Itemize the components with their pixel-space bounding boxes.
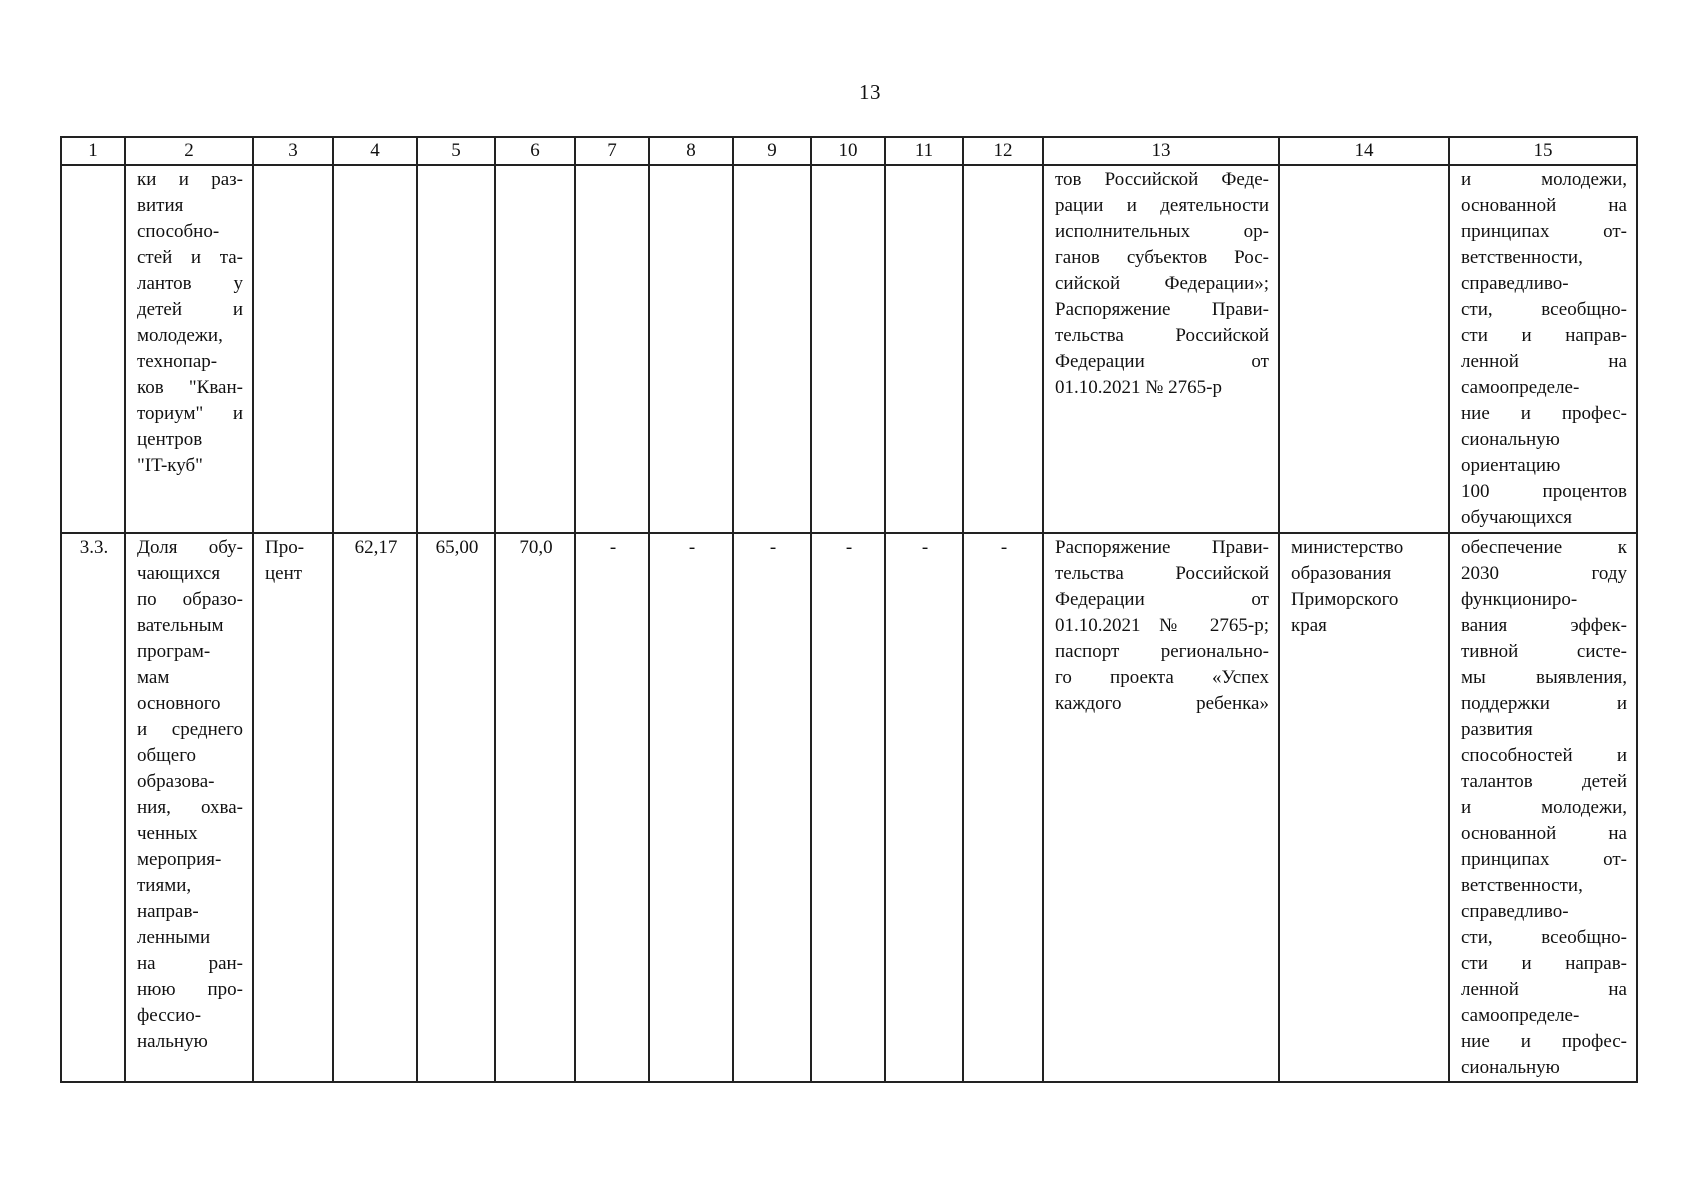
text-line: края — [1291, 615, 1327, 636]
text-line: развития — [1461, 719, 1533, 740]
text-line: технопар- — [137, 351, 218, 372]
table-row-3-3 — [61, 533, 1637, 1082]
text-line: 2030 году — [1461, 563, 1627, 584]
cell-3-3-responsible — [1279, 533, 1449, 1082]
cell-c-6 — [495, 165, 575, 533]
column-header-2: 2 — [125, 137, 253, 165]
text-line: го проекта «Успех — [1055, 667, 1269, 688]
text-line: каждого ребенка» — [1055, 693, 1269, 714]
text-line: 100 процентов — [1461, 481, 1627, 502]
column-header-4: 4 — [333, 137, 417, 165]
text-line: рации и деятельности — [1055, 195, 1269, 216]
column-header-10: 10 — [811, 137, 885, 165]
cell-3-3-col10: - — [811, 533, 885, 1082]
text-line: ветственности, — [1461, 247, 1583, 268]
cell-c-3 — [253, 165, 333, 533]
column-header-5: 5 — [417, 137, 495, 165]
text-line: исполнительных ор- — [1055, 221, 1269, 242]
column-header-12: 12 — [963, 137, 1043, 165]
text-line: поддержки и — [1461, 693, 1627, 714]
text-line: сти и направ- — [1461, 325, 1627, 346]
text-line: ленной на — [1461, 979, 1627, 1000]
text-line: самоопределе- — [1461, 1005, 1580, 1026]
text-line: тивной систе- — [1461, 641, 1627, 662]
text-line: 01.10.2021 № 2765-р; — [1055, 615, 1269, 636]
cell-3-3-col9: - — [733, 533, 811, 1082]
text-line: сти и направ- — [1461, 953, 1627, 974]
text-line: и молодежи, — [1461, 169, 1627, 190]
text-line: министерство — [1291, 537, 1404, 558]
text-line: "IT-куб" — [137, 455, 203, 476]
column-header-15: 15 — [1449, 137, 1637, 165]
text-line: фессио- — [137, 1005, 202, 1026]
text-line: паспорт регионально- — [1055, 641, 1269, 662]
column-header-8: 8 — [649, 137, 733, 165]
cell-c-12 — [963, 165, 1043, 533]
text-line: основанной на — [1461, 195, 1627, 216]
cell-c-1 — [61, 165, 125, 533]
column-header-3: 3 — [253, 137, 333, 165]
indicators-table — [60, 136, 1638, 1083]
text-line: вания эффек- — [1461, 615, 1627, 636]
text-line: цент — [265, 563, 303, 584]
text-line: ченных — [137, 823, 198, 844]
text-line: чающихся — [137, 563, 221, 584]
text-line: Распоряжение Прави- — [1055, 299, 1269, 320]
text-line: основанной на — [1461, 823, 1627, 844]
text-line: сти, всеобщно- — [1461, 927, 1627, 948]
text-line: основного — [137, 693, 221, 714]
cell-c-8 — [649, 165, 733, 533]
text-line: сиональную — [1461, 429, 1560, 450]
text-line: ние и профес- — [1461, 403, 1627, 424]
cell-3-3-col7: - — [575, 533, 649, 1082]
text-line: нюю про- — [137, 979, 243, 1000]
text-line: Приморского — [1291, 589, 1399, 610]
cell-c-2 — [125, 165, 253, 533]
text-line: ленными — [137, 927, 211, 948]
page-number: 13 — [859, 80, 881, 104]
text-line: сти, всеобщно- — [1461, 299, 1627, 320]
text-line: вательным — [137, 615, 224, 636]
cell-3-3-col5: 65,00 — [417, 533, 495, 1082]
text-line: мероприя- — [137, 849, 222, 870]
text-line: принципах от- — [1461, 221, 1627, 242]
text-line: справедливо- — [1461, 273, 1569, 294]
cell-3-3-col11: - — [885, 533, 963, 1082]
column-header-9: 9 — [733, 137, 811, 165]
text-line: по образо- — [137, 589, 243, 610]
cell-3-3-number: 3.3. — [61, 533, 125, 1082]
text-line: ториум" и — [137, 403, 243, 424]
text-line: общего — [137, 745, 197, 766]
text-line: и среднего — [137, 719, 243, 740]
column-header-13: 13 — [1043, 137, 1279, 165]
cell-3-3-goal — [1449, 533, 1637, 1082]
text-line: функциониро- — [1461, 589, 1578, 610]
text-line: ориентацию — [1461, 455, 1561, 476]
text-line: Доля обу- — [137, 537, 243, 558]
column-header-14: 14 — [1279, 137, 1449, 165]
text-line: центров — [137, 429, 203, 450]
column-header-6: 6 — [495, 137, 575, 165]
text-line: ков "Кван- — [137, 377, 243, 398]
cell-c-15 — [1449, 165, 1637, 533]
text-line: направ- — [137, 901, 199, 922]
cell-c-11 — [885, 165, 963, 533]
text-line: и молодежи, — [1461, 797, 1627, 818]
text-line: Федерации от — [1055, 589, 1269, 610]
text-line: нальную — [137, 1031, 208, 1052]
text-line: сийской Федерации»; — [1055, 273, 1269, 294]
text-line: детей и — [137, 299, 243, 320]
text-line: тиями, — [137, 875, 192, 896]
text-line: мы выявления, — [1461, 667, 1627, 688]
cell-3-3-col4: 62,17 — [333, 533, 417, 1082]
text-line: ния, охва- — [137, 797, 243, 818]
text-line: тов Российской Феде- — [1055, 169, 1269, 190]
cell-c-14 — [1279, 165, 1449, 533]
text-line: сиональную — [1461, 1057, 1560, 1078]
text-line: 01.10.2021 № 2765-р — [1055, 377, 1222, 398]
text-line: образования — [1291, 563, 1392, 584]
cell-3-3-col6: 70,0 — [495, 533, 575, 1082]
text-line: Распоряжение Прави- — [1055, 537, 1269, 558]
text-line: Федерации от — [1055, 351, 1269, 372]
text-line: ленной на — [1461, 351, 1627, 372]
text-line: вития — [137, 195, 184, 216]
text-line: справедливо- — [1461, 901, 1569, 922]
cell-c-4 — [333, 165, 417, 533]
text-line: способностей и — [1461, 745, 1627, 766]
text-line: стей и та- — [137, 247, 243, 268]
text-line: мам — [137, 667, 170, 688]
text-line: ганов субъектов Рос- — [1055, 247, 1269, 268]
text-line: ки и раз- — [137, 169, 243, 190]
text-line: тельства Российской — [1055, 563, 1269, 584]
text-line: молодежи, — [137, 325, 223, 346]
cell-c-13 — [1043, 165, 1279, 533]
cell-3-3-col12: - — [963, 533, 1043, 1082]
text-line: Про- — [265, 537, 305, 558]
cell-c-5 — [417, 165, 495, 533]
cell-3-3-indicator — [125, 533, 253, 1082]
column-header-1: 1 — [61, 137, 125, 165]
text-line: програм- — [137, 641, 211, 662]
column-header-7: 7 — [575, 137, 649, 165]
text-line: ние и профес- — [1461, 1031, 1627, 1052]
text-line: самоопределе- — [1461, 377, 1580, 398]
text-line: талантов детей — [1461, 771, 1627, 792]
text-line: тельства Российской — [1055, 325, 1269, 346]
text-line: лантов у — [137, 273, 243, 294]
cell-c-7 — [575, 165, 649, 533]
table-row-continuation — [61, 165, 1637, 533]
header-row — [61, 137, 1637, 165]
text-line: ветственности, — [1461, 875, 1583, 896]
cell-c-9 — [733, 165, 811, 533]
text-line: образова- — [137, 771, 215, 792]
text-line: обеспечение к — [1461, 537, 1627, 558]
text-line: способно- — [137, 221, 220, 242]
cell-3-3-unit — [253, 533, 333, 1082]
text-line: обучающихся — [1461, 507, 1573, 528]
text-line: на ран- — [137, 953, 243, 974]
cell-c-10 — [811, 165, 885, 533]
text-line: принципах от- — [1461, 849, 1627, 870]
cell-3-3-col8: - — [649, 533, 733, 1082]
column-header-11: 11 — [885, 137, 963, 165]
cell-3-3-legal-basis — [1043, 533, 1279, 1082]
